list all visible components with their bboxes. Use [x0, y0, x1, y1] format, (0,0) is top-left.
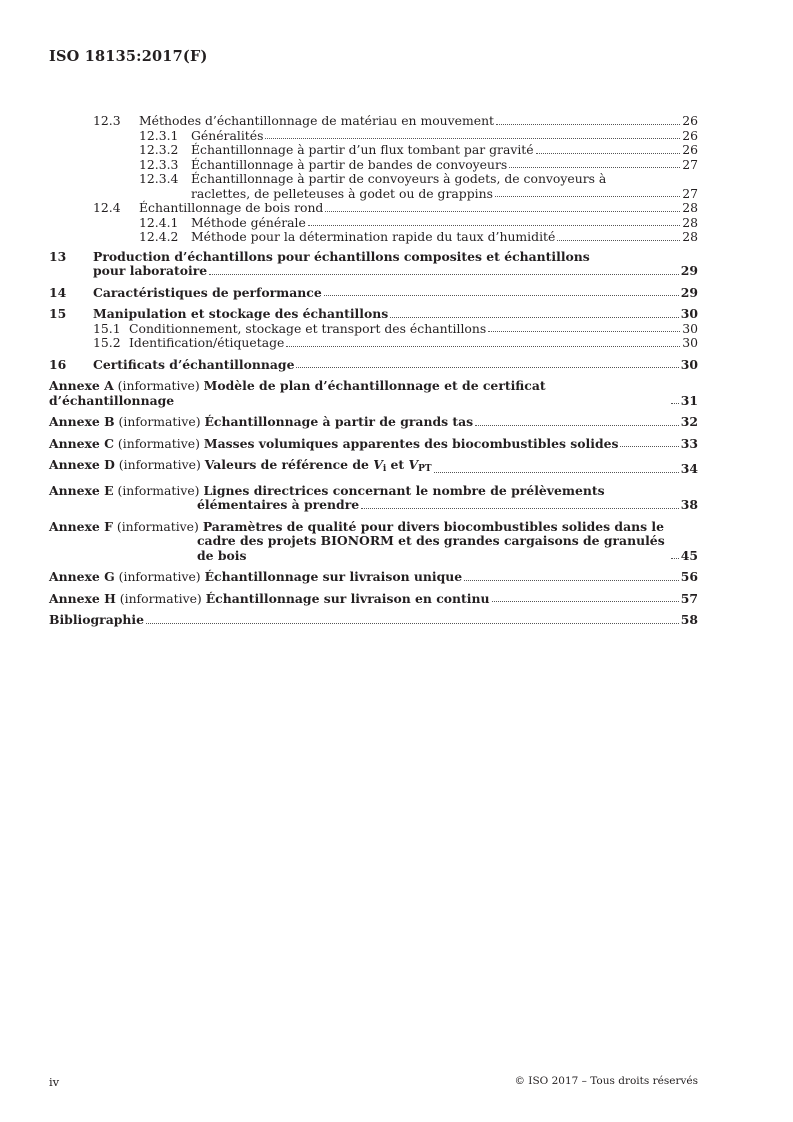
toc-entry-page: 38	[680, 497, 698, 512]
annex-title: Échantillonnage sur livraison en continu	[205, 590, 490, 606]
dot-leader	[209, 274, 679, 275]
annex-title: Échantillonnage à partir de grands tas	[204, 414, 474, 429]
toc-entry-12-3-3[interactable]	[49, 158, 698, 173]
annex-title: Modèle de plan d’échantillonnage et de certificat d’échantillonnage	[49, 378, 546, 408]
dot-leader	[390, 317, 679, 318]
toc-entry-title: Production d’échantillons pour échantillons composites et échantillons	[93, 248, 590, 264]
toc-entry-13[interactable]	[49, 250, 698, 265]
toc-entry-number: 12.4	[93, 200, 121, 215]
toc-entry-page: 30	[680, 356, 698, 372]
toc-entry-number: 12.3.4	[139, 171, 179, 186]
dot-leader	[536, 153, 681, 154]
dot-leader	[557, 240, 680, 241]
annex-label: Annexe C	[49, 435, 114, 451]
toc-entry-12-3-4-cont[interactable]	[49, 187, 698, 202]
toc-entry-page: 30	[682, 335, 698, 350]
toc-entry-number: 15	[49, 306, 67, 321]
toc-entry-number: 12.3.3	[139, 156, 179, 172]
toc-entry-page: 29	[680, 284, 698, 300]
annex-type: (informative)	[117, 378, 200, 393]
toc-entry-title: Échantillonnage à partir de bandes de convoyeurs	[191, 156, 508, 172]
toc-entry-title: Caractéristiques de performance	[93, 284, 322, 300]
annex-title: Valeurs de référence de $V_i$ et $V_{PT}$	[204, 457, 432, 474]
dot-leader	[495, 196, 680, 197]
toc-entry-page: 28	[682, 214, 698, 230]
toc-entry-12-4-1[interactable]	[49, 216, 698, 231]
dot-leader	[509, 167, 680, 168]
dot-leader	[492, 601, 679, 602]
toc-entry-title: Bibliographie	[49, 612, 145, 627]
toc-entry-title: Manipulation et stockage des échantillons	[93, 306, 389, 321]
toc-entry-number: 12.3.2	[139, 142, 179, 157]
dot-leader	[488, 331, 680, 332]
table-of-contents	[49, 114, 698, 628]
toc-entry-15-2[interactable]	[49, 336, 698, 351]
toc-entry-number: 15.2	[93, 335, 121, 350]
toc-annex-d[interactable]	[49, 458, 698, 477]
annex-type: (informative)	[117, 482, 200, 498]
toc-entry-page: 30	[682, 320, 698, 336]
toc-entry-page: 32	[680, 414, 698, 429]
toc-entry-title: raclettes, de pelleteuses à godet ou de grappins	[191, 185, 493, 201]
toc-entry-14[interactable]	[49, 286, 698, 301]
toc-entry-page: 58	[680, 612, 698, 627]
toc-bibliography[interactable]	[49, 613, 698, 628]
annex-title: Échantillonnage sur livraison unique	[204, 569, 463, 584]
dot-leader	[325, 211, 680, 212]
toc-annex-f[interactable]	[49, 520, 698, 535]
annex-type: (informative)	[118, 457, 201, 472]
document-header: ISO 18135:2017(F)	[49, 48, 208, 65]
annex-type: (informative)	[117, 435, 200, 451]
toc-annex-c[interactable]	[49, 437, 698, 452]
toc-annex-e[interactable]	[49, 484, 698, 499]
toc-entry-page: 27	[682, 156, 698, 172]
dot-leader	[296, 367, 678, 368]
annex-type: (informative)	[118, 569, 201, 584]
toc-entry-number: 12.4.1	[139, 214, 179, 230]
annex-title: Paramètres de qualité pour divers biocombustibles solides dans le	[202, 518, 664, 534]
toc-entry-title: Généralités	[191, 127, 264, 143]
toc-entry-page: 45	[680, 547, 698, 563]
dot-leader	[671, 558, 679, 559]
annex-title: Masses volumiques apparentes des biocombustibles solides	[203, 435, 619, 451]
toc-entry-page: 57	[680, 590, 698, 606]
toc-entry-12-3[interactable]	[49, 114, 698, 129]
annex-label: Annexe B	[49, 414, 115, 429]
dot-leader	[434, 472, 679, 473]
toc-entry-number: 12.3	[93, 113, 121, 128]
toc-entry-page: 29	[680, 263, 698, 278]
dot-leader	[308, 225, 680, 226]
toc-entry-12-4[interactable]	[49, 201, 698, 216]
toc-entry-15[interactable]	[49, 307, 698, 322]
dot-leader	[324, 295, 679, 296]
annex-title: cadre des projets BIONORM et des grandes cargaisons de granulés de bois	[197, 533, 665, 563]
dot-leader	[146, 623, 679, 624]
toc-entry-number: 15.1	[93, 320, 121, 336]
footer-copyright: © ISO 2017 – Tous droits réservés	[514, 1075, 698, 1087]
toc-entry-number: 16	[49, 356, 67, 372]
dot-leader	[496, 124, 680, 125]
annex-label: Annexe G	[49, 569, 115, 584]
toc-entry-number: 12.4.2	[139, 229, 179, 244]
toc-entry-number: 14	[49, 284, 67, 300]
toc-entry-15-1[interactable]	[49, 322, 698, 337]
toc-entry-title: Identification/étiquetage	[129, 335, 285, 350]
toc-entry-number: 12.3.1	[139, 127, 179, 143]
dot-leader	[475, 425, 679, 426]
toc-entry-12-3-2[interactable]	[49, 143, 698, 158]
toc-annex-a[interactable]	[49, 379, 698, 408]
toc-entry-title: Certificats d’échantillonnage	[93, 356, 295, 372]
footer-page-number: iv	[49, 1075, 60, 1089]
dot-leader	[620, 446, 678, 447]
toc-entry-page: 31	[680, 392, 698, 408]
toc-entry-12-4-2[interactable]	[49, 230, 698, 245]
annex-type: (informative)	[119, 590, 202, 606]
annex-title: Lignes directrices concernant le nombre de prélèvements	[203, 482, 605, 498]
toc-entry-page: 33	[680, 435, 698, 451]
toc-entry-12-3-1[interactable]	[49, 129, 698, 144]
toc-entry-page: 26	[682, 142, 698, 157]
annex-type: (informative)	[116, 518, 199, 534]
toc-entry-12-3-4[interactable]	[49, 172, 698, 187]
toc-entry-page: 30	[680, 306, 698, 321]
toc-entry-page: 26	[682, 113, 698, 128]
toc-entry-page: 26	[682, 127, 698, 143]
annex-label: Annexe F	[49, 518, 113, 534]
dot-leader	[265, 138, 680, 139]
toc-entry-title: Échantillonnage de bois rond	[139, 200, 324, 215]
toc-entry-title: Méthode générale	[191, 214, 306, 230]
dot-leader	[361, 508, 679, 509]
toc-entry-page: 28	[682, 229, 698, 244]
dot-leader	[464, 580, 679, 581]
toc-annex-b[interactable]	[49, 415, 698, 430]
toc-entry-13-cont[interactable]	[49, 264, 698, 279]
toc-annex-f-cont[interactable]	[49, 534, 698, 563]
toc-entry-title: Échantillonnage à partir d’un flux tombant par gravité	[191, 142, 534, 157]
toc-annex-e-cont[interactable]	[49, 498, 698, 513]
toc-entry-16[interactable]	[49, 358, 698, 373]
toc-annex-g[interactable]	[49, 570, 698, 585]
toc-annex-h[interactable]	[49, 592, 698, 607]
toc-entry-number: 13	[49, 248, 67, 264]
annex-label: Annexe A	[49, 378, 114, 393]
toc-entry-page: 27	[682, 185, 698, 201]
toc-entry-title: pour laboratoire	[93, 263, 208, 278]
dot-leader	[286, 346, 680, 347]
annex-label: Annexe E	[49, 482, 114, 498]
toc-entry-page: 28	[682, 200, 698, 215]
dot-leader	[671, 403, 679, 404]
annex-title: élémentaires à prendre	[197, 497, 360, 512]
toc-entry-title: Échantillonnage à partir de convoyeurs à godets, de convoyeurs à	[191, 171, 607, 186]
annex-label: Annexe H	[49, 590, 116, 606]
toc-entry-page: 56	[680, 569, 698, 584]
toc-entry-page: 34	[680, 461, 698, 476]
toc-entry-title: Méthode pour la détermination rapide du taux d’humidité	[191, 229, 556, 244]
toc-entry-title: Conditionnement, stockage et transport des échantillons	[129, 320, 487, 336]
annex-label: Annexe D	[49, 457, 115, 472]
toc-entry-title: Méthodes d’échantillonnage de matériau en mouvement	[139, 113, 495, 128]
annex-type: (informative)	[118, 414, 201, 429]
